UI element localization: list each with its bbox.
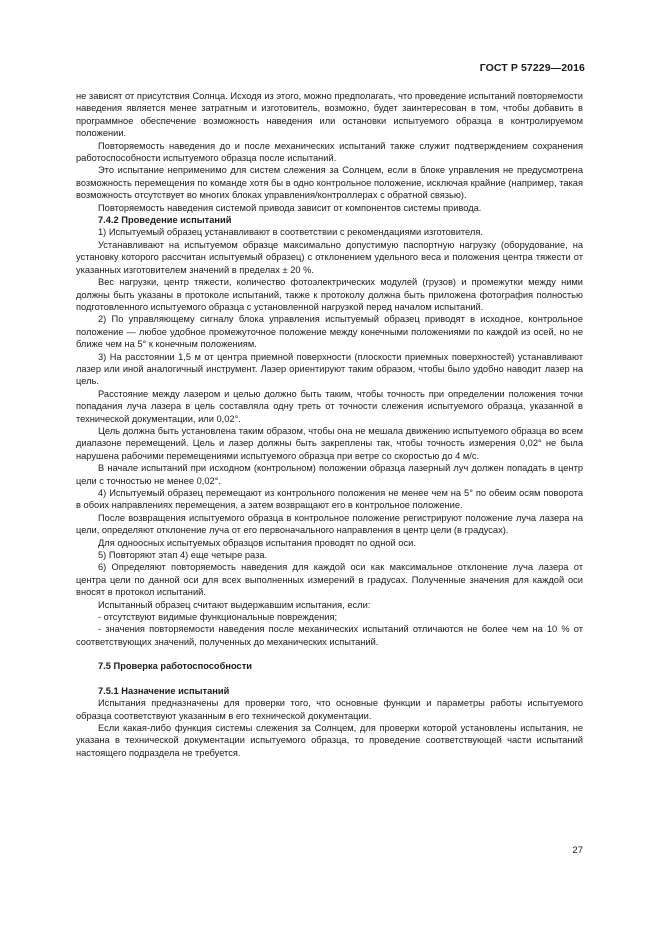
paragraph: После возвращения испытуемого образца в контрольное положение регистрируют положение луча лазера на цели, определяют отклонение луча от его первоначального направления в центр цели (в градусах).: [76, 512, 583, 536]
paragraph: Устанавливают на испытуемом образце максимально допустимую паспортную нагрузку (оборудование, на установку которого рассчитан испытуемый образец) с отклонением удельного веса и положения центра тяжести от указанных изготовителем значений в пределах ± 20 %.: [76, 239, 583, 275]
paragraph: 1) Испытуемый образец устанавливают в соответствии с рекомендациями изготовителя.: [98, 227, 483, 238]
list-item: - отсутствуют видимые функциональные повреждения;: [98, 612, 338, 623]
paragraph: Испытанный образец считают выдержавшим испытания, если:: [98, 599, 371, 610]
paragraph: 3) На расстоянии 1,5 м от центра приемной поверхности (плоскости приемных поверхностей) устанавливают лазер или иной аналогичный инструмент. Лазер ориентируют таким образом, чтобы было удобно наводит лазер на цель.: [76, 351, 583, 387]
paragraph: Испытания предназначены для проверки того, что основные функции и параметры работы испытуемого образца соответствуют указанным в его технической документации.: [76, 698, 583, 721]
paragraph: не зависят от присутствия Солнца. Исходя из этого, можно предполагать, что проведение испытаний повторяемости наведения является менее затратным и изготовитель, возможно, будет заинтересован в том, чтобы добавить в программное обеспечение возможность наведения или остановки испытуемого образца в контролируемом положении.: [76, 91, 583, 139]
paragraph: Если какая-либо функция системы слежения за Солнцем, для проверки которой установлены испытания, не указана в технической документации испытуемого образца, то проведение соответствующей части испытаний настоящего подраздела не требуется.: [76, 722, 583, 758]
section-heading-7-5: 7.5 Проверка работоспособности: [98, 661, 252, 672]
paragraph: Повторяемость наведения системой привода зависит от компонентов системы привода.: [98, 202, 482, 213]
paragraph: 4) Испытуемый образец перемещают из контрольного положения не менее чем на 5° по обеим осям поворота в обоих направлениях перемещения, а затем возвращают его в контрольное положение.: [76, 488, 583, 511]
list-item: - значения повторяемости наведения после механических испытаний отличаются не более чем на 10 % от соответствующих значений, полученных до механических испытаний.: [76, 624, 583, 647]
paragraph: В начале испытаний при исходном (контрольном) положении образца лазерный луч должен попадать в центр цели с точностью не менее 0,02°.: [76, 463, 583, 486]
paragraph: Для одноосных испытуемых образцов испытания проводят по одной оси.: [98, 537, 416, 548]
page-number: 27: [572, 845, 583, 856]
section-heading-7-5-1: 7.5.1 Назначение испытаний: [98, 685, 230, 696]
section-heading-7-4-2: 7.4.2 Проведение испытаний: [98, 215, 232, 226]
paragraph: 6) Определяют повторяемость наведения для каждой оси как максимальное отклонение луча лазера от центра цели по данной оси для всех выполненных измерений в градусах. Полученные значения для каждой оси вносят в протокол испытаний.: [76, 562, 583, 598]
paragraph: Повторяемость наведения до и после механических испытаний также служит подтверждением сохранения работоспособности испытуемого образца после испытаний.: [76, 140, 583, 164]
paragraph: 2) По управляющему сигналу блока управления испытуемый образец приводят в исходное, контрольное положение — любое удобное промежуточное положение между конечными положениями по каждой из осей, но не ближе чем на 5° к конечным положениям.: [76, 314, 583, 350]
paragraph: Вес нагрузки, центр тяжести, количество фотоэлектрических модулей (грузов) и промежутки между ними должны быть указаны в протоколе испытаний, также к протоколу должна быть приложена фотография полностью подготовленного испытуемого образца с установленной нагрузкой перед началом испытаний.: [76, 277, 583, 312]
paragraph: Это испытание неприменимо для систем слежения за Солнцем, если в блоке управления не предусмотрена возможность перемещения по команде хотя бы в одно контрольное положение, исключая крайние (например, такая возможность отсутствует во многих блоках управления/контроллерах с обратной связью).: [76, 165, 583, 201]
paragraph: Расстояние между лазером и целью должно быть таким, чтобы точность при определении положения точки попадания луча лазера в цель составляла одну треть от точности слежения испытуемого образца, указанной в технической документации, или 0,02°.: [76, 388, 583, 424]
paragraph: 5) Повторяют этап 4) еще четыре раза.: [98, 550, 268, 561]
paragraph: Цель должна быть установлена таким образом, чтобы она не мешала движению испытуемого образца во всем диапазоне перемещений. Цель и лазер должны быть закреплены так, чтобы точность измерения 0,02° не была нарушена рабочими перемещениями испытуемого образца при ветре со скоростью до 4 м/с.: [76, 425, 583, 461]
page-body: [76, 90, 583, 759]
standard-designation: ГОСТ Р 57229—2016: [479, 62, 585, 74]
